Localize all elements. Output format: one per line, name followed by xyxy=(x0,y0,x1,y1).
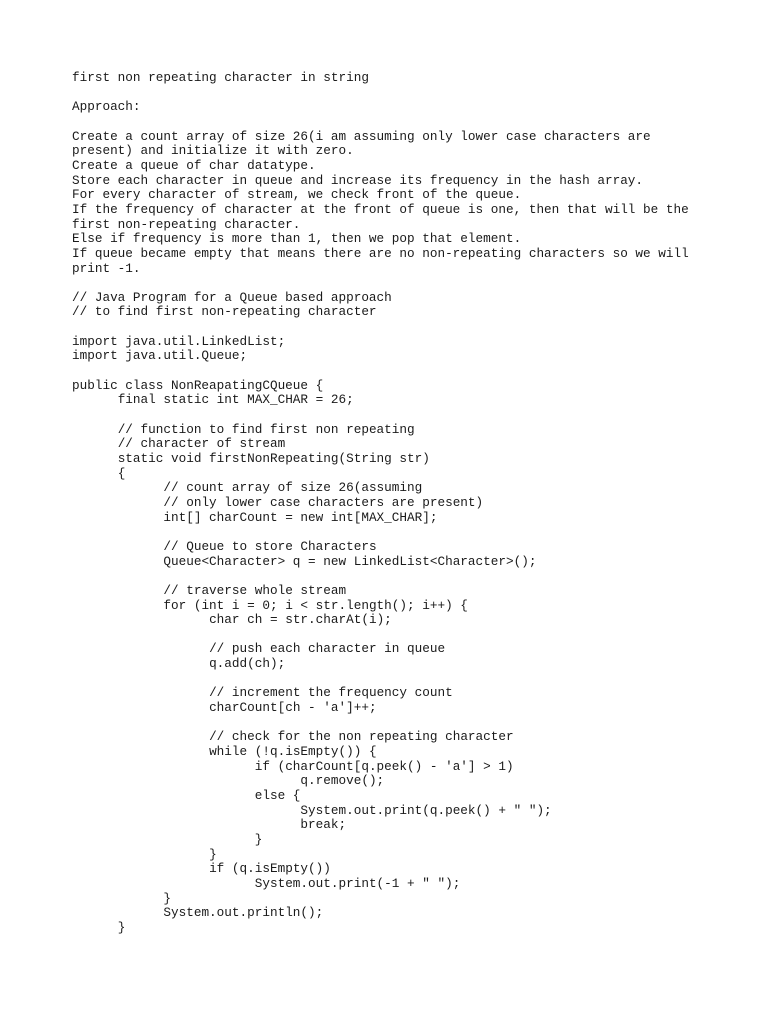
text-line: while (!q.isEmpty()) { xyxy=(72,744,377,760)
blank-line xyxy=(72,628,689,643)
text-line: { xyxy=(72,465,126,481)
document-body xyxy=(72,71,689,936)
text-line: // push each character in queue xyxy=(72,641,446,657)
text-line: if (q.isEmpty()) xyxy=(72,861,331,877)
text-line: Store each character in queue and increase its frequency in the hash array. xyxy=(72,172,644,188)
text-line: // Queue to store Characters xyxy=(72,538,377,554)
blank-line xyxy=(72,364,689,379)
text-line: // count array of size 26(assuming xyxy=(72,480,423,496)
text-line: // Java Program for a Queue based approach xyxy=(72,289,392,305)
text-line: import java.util.LinkedList; xyxy=(72,333,286,349)
text-line: If queue became empty that means there are no non-repeating characters so we will xyxy=(72,245,689,261)
blank-line xyxy=(72,86,689,101)
text-line: static void firstNonRepeating(String str) xyxy=(72,450,430,466)
text-line: print -1. xyxy=(72,260,141,276)
text-line: Queue<Character> q = new LinkedList<Character>(); xyxy=(72,553,537,569)
text-line: if (charCount[q.peek() - 'a'] > 1) xyxy=(72,758,514,774)
text-line: } xyxy=(72,831,263,847)
text-line: For every character of stream, we check front of the queue. xyxy=(72,187,522,203)
text-line: int[] charCount = new int[MAX_CHAR]; xyxy=(72,509,438,525)
blank-line xyxy=(72,320,689,335)
text-line: } xyxy=(72,890,171,906)
text-line: else { xyxy=(72,787,301,803)
text-line: System.out.print(-1 + " "); xyxy=(72,875,461,891)
text-line: // character of stream xyxy=(72,436,286,452)
text-line: // only lower case characters are present) xyxy=(72,494,484,510)
text-line: // function to find first non repeating xyxy=(72,421,415,437)
text-line: // check for the non repeating character xyxy=(72,729,514,745)
blank-line xyxy=(72,408,689,423)
text-line: // to find first non-repeating character xyxy=(72,304,377,320)
text-line: System.out.println(); xyxy=(72,905,324,921)
text-line: Approach: xyxy=(72,99,141,115)
text-line: final static int MAX_CHAR = 26; xyxy=(72,392,354,408)
text-line: char ch = str.charAt(i); xyxy=(72,612,392,628)
text-line: Else if frequency is more than 1, then we pop that element. xyxy=(72,231,522,247)
text-line: Create a count array of size 26(i am assuming only lower case characters are xyxy=(72,128,651,144)
text-line: import java.util.Queue; xyxy=(72,348,248,364)
blank-line xyxy=(72,672,689,687)
blank-line xyxy=(72,716,689,731)
text-line: for (int i = 0; i < str.length(); i++) { xyxy=(72,597,468,613)
blank-line xyxy=(72,525,689,540)
blank-line xyxy=(72,276,689,291)
text-line: break; xyxy=(72,817,347,833)
text-line: first non repeating character in string xyxy=(72,70,369,85)
text-line: present) and initialize it with zero. xyxy=(72,143,354,159)
text-line: } xyxy=(72,919,126,935)
text-line: Create a queue of char datatype. xyxy=(72,157,316,173)
text-line: // traverse whole stream xyxy=(72,582,347,598)
text-line: // increment the frequency count xyxy=(72,685,453,701)
text-line: public class NonReapatingCQueue { xyxy=(72,377,324,393)
blank-line xyxy=(72,569,689,584)
blank-line xyxy=(72,115,689,130)
text-line: System.out.print(q.peek() + " "); xyxy=(72,802,552,818)
text-line: } xyxy=(72,846,217,862)
text-line: charCount[ch - 'a']++; xyxy=(72,700,377,716)
text-line: q.add(ch); xyxy=(72,656,286,672)
text-line: If the frequency of character at the front of queue is one, then that will be the xyxy=(72,201,689,217)
text-line: q.remove(); xyxy=(72,773,385,789)
text-line: first non-repeating character. xyxy=(72,216,301,232)
